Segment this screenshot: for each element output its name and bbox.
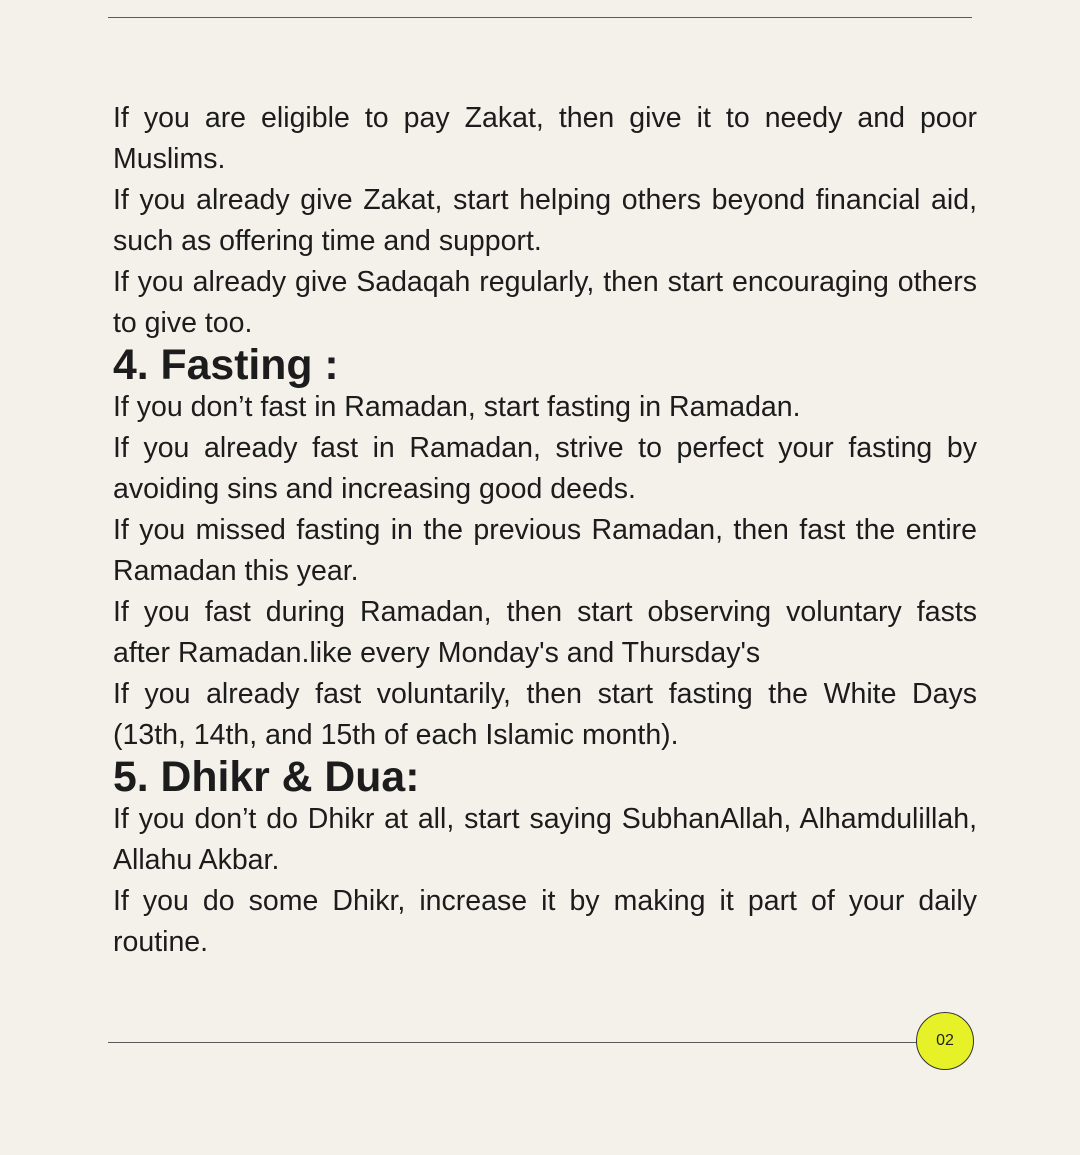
sadaqah-paragraph: If you already give Sadaqah regularly, then start encouraging others to give too. xyxy=(113,266,977,339)
fasting-voluntary-paragraph: If you fast during Ramadan, then start observing voluntary fasts after Ramadan.like every Monday's and Thursday's xyxy=(113,596,977,669)
dhikr-start-paragraph: If you don’t do Dhikr at all, start saying SubhanAllah, Alhamdulillah, Allahu Akbar. xyxy=(113,803,977,876)
page-number-badge: 02 xyxy=(916,1012,974,1070)
top-divider xyxy=(108,17,972,18)
bottom-divider xyxy=(108,1042,920,1043)
fasting-missed-paragraph: If you missed fasting in the previous Ramadan, then fast the entire Ramadan this year. xyxy=(113,514,977,587)
dhikr-heading: 5. Dhikr & Dua: xyxy=(113,753,420,801)
fasting-heading: 4. Fasting : xyxy=(113,341,339,389)
page-content xyxy=(113,98,977,963)
fasting-white-days-paragraph: If you already fast voluntarily, then start fasting the White Days (13th, 14th, and 15th of each Islamic month). xyxy=(113,678,977,751)
fasting-start-paragraph: If you don’t fast in Ramadan, start fasting in Ramadan. xyxy=(113,391,801,423)
dhikr-increase-paragraph: If you do some Dhikr, increase it by making it part of your daily routine. xyxy=(113,885,977,958)
fasting-perfect-paragraph: If you already fast in Ramadan, strive to perfect your fasting by avoiding sins and increasing good deeds. xyxy=(113,432,977,505)
zakat-beyond-paragraph: If you already give Zakat, start helping others beyond financial aid, such as offering time and support. xyxy=(113,184,977,257)
zakat-eligible-paragraph: If you are eligible to pay Zakat, then give it to needy and poor Muslims. xyxy=(113,102,977,175)
